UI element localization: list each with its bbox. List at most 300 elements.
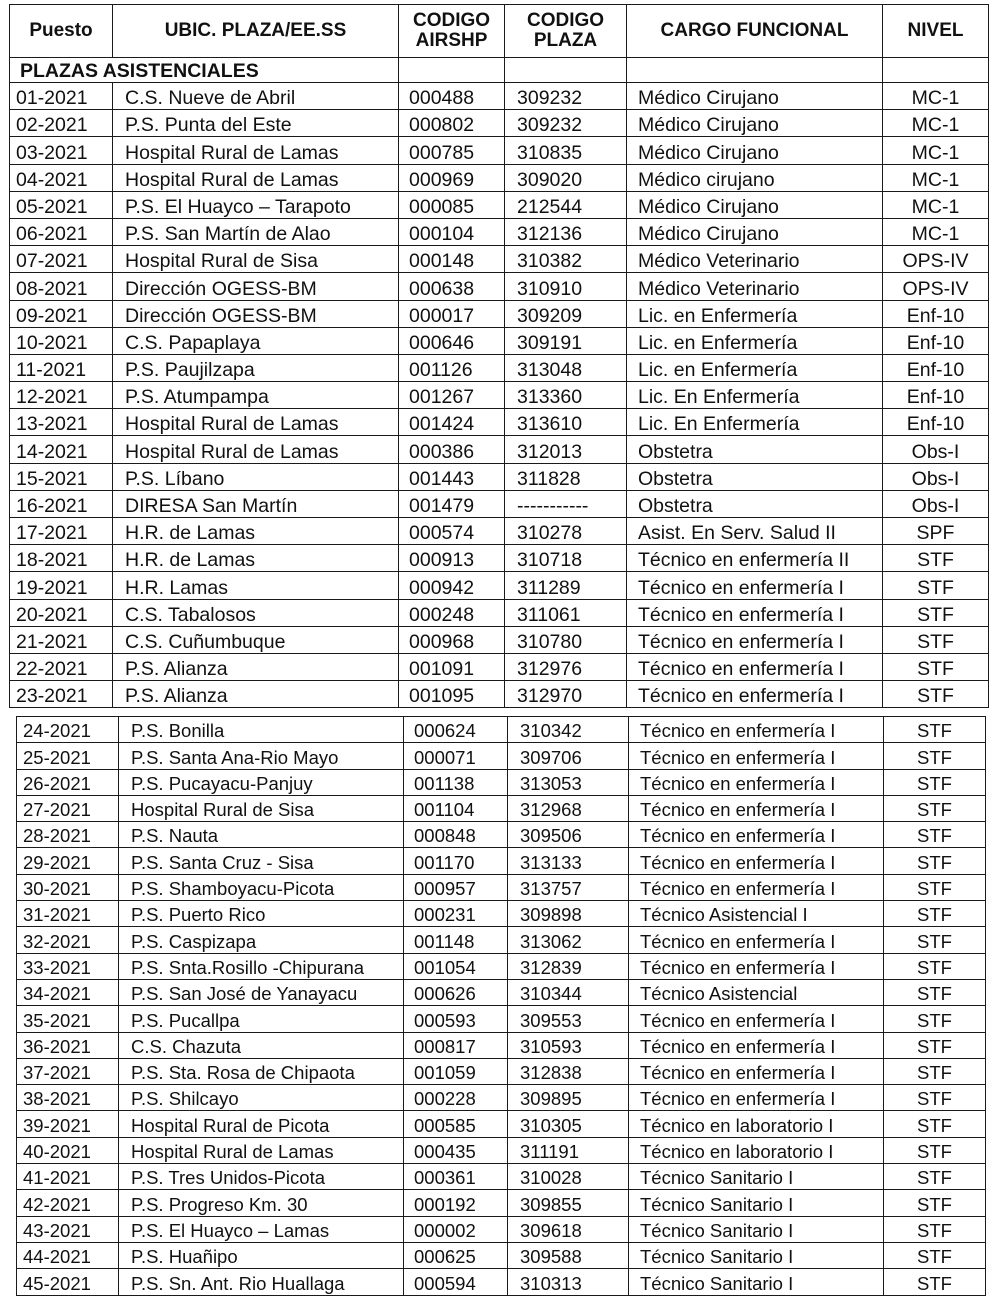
cell-codigo-plaza: 312968	[508, 795, 629, 821]
cell-ubicacion: P.S. Alianza	[113, 653, 399, 680]
cell-codigo-airshp: 000638	[399, 273, 505, 300]
cell-codigo-plaza: -----------	[505, 490, 627, 517]
cell-cargo: Médico Cirujano	[627, 191, 883, 218]
cell-ubicacion: P.S. Progreso Km. 30	[119, 1190, 404, 1216]
cell-cargo: Obstetra	[627, 463, 883, 490]
cell-puesto: 31-2021	[17, 901, 119, 927]
table-row	[17, 1085, 986, 1111]
cell-cargo: Lic. en Enfermería	[627, 300, 883, 327]
cell-puesto: 09-2021	[10, 300, 113, 327]
header-airshp-line1: CODIGO	[412, 10, 491, 31]
cell-ubicacion: P.S. Atumpampa	[113, 382, 399, 409]
cell-ubicacion: P.S. Tres Unidos-Picota	[119, 1164, 404, 1190]
cell-puesto: 06-2021	[10, 218, 113, 245]
cell-codigo-airshp: 000488	[399, 83, 505, 110]
cell-cargo: Técnico Sanitario I	[629, 1216, 884, 1242]
cell-codigo-airshp: 000968	[399, 626, 505, 653]
header-ubicacion: UBIC. PLAZA/EE.SS	[113, 5, 399, 58]
cell-codigo-airshp: 001054	[404, 953, 508, 979]
cell-ubicacion: P.S. Nauta	[119, 822, 404, 848]
cell-codigo-airshp: 000574	[399, 518, 505, 545]
cell-cargo: Técnico Sanitario I	[629, 1269, 884, 1295]
table-row	[10, 110, 989, 137]
cell-ubicacion: P.S. Pucallpa	[119, 1006, 404, 1032]
plazas-table-part2	[16, 716, 986, 1296]
cell-puesto: 43-2021	[17, 1216, 119, 1242]
cell-ubicacion: Dirección OGESS-BM	[113, 300, 399, 327]
cell-cargo: Técnico Sanitario I	[629, 1164, 884, 1190]
cell-nivel: STF	[883, 681, 989, 708]
cell-nivel: STF	[884, 1058, 986, 1084]
cell-nivel: STF	[884, 795, 986, 821]
table-row	[10, 463, 989, 490]
cell-codigo-airshp: 001095	[399, 681, 505, 708]
cell-nivel: STF	[884, 1137, 986, 1163]
cell-codigo-airshp: 000148	[399, 246, 505, 273]
cell-nivel: STF	[884, 1190, 986, 1216]
section-title: PLAZAS ASISTENCIALES	[10, 58, 399, 83]
cell-nivel: Enf-10	[883, 300, 989, 327]
cell-nivel: OPS-IV	[883, 273, 989, 300]
cell-ubicacion: P.S. Paujilzapa	[113, 354, 399, 381]
cell-cargo: Técnico en enfermería I	[629, 795, 884, 821]
cell-ubicacion: P.S. Alianza	[113, 681, 399, 708]
cell-codigo-plaza: 310593	[508, 1032, 629, 1058]
cell-puesto: 33-2021	[17, 953, 119, 979]
cell-codigo-plaza: 310305	[508, 1111, 629, 1137]
cell-ubicacion: C.S. Papaplaya	[113, 327, 399, 354]
cell-ubicacion: C.S. Chazuta	[119, 1032, 404, 1058]
plazas-table-part1	[9, 4, 989, 708]
table-row	[17, 1164, 986, 1190]
cell-codigo-airshp: 001424	[399, 409, 505, 436]
cell-puesto: 29-2021	[17, 848, 119, 874]
cell-ubicacion: P.S. San José de Yanayacu	[119, 979, 404, 1005]
table-row	[17, 901, 986, 927]
cell-codigo-airshp: 001479	[399, 490, 505, 517]
cell-ubicacion: C.S. Cuñumbuque	[113, 626, 399, 653]
cell-ubicacion: P.S. Santa Cruz - Sisa	[119, 848, 404, 874]
table-row	[10, 545, 989, 572]
cell-nivel: MC-1	[883, 164, 989, 191]
cell-codigo-plaza: 309209	[505, 300, 627, 327]
cell-ubicacion: Hospital Rural de Lamas	[113, 436, 399, 463]
cell-nivel: MC-1	[883, 83, 989, 110]
cell-ubicacion: Hospital Rural de Lamas	[113, 137, 399, 164]
cell-codigo-airshp: 000942	[399, 572, 505, 599]
table-row	[10, 354, 989, 381]
cell-codigo-plaza: 311289	[505, 572, 627, 599]
cell-nivel: MC-1	[883, 191, 989, 218]
cell-cargo: Técnico en enfermería I	[627, 599, 883, 626]
cell-codigo-airshp: 000228	[404, 1085, 508, 1111]
table-row	[10, 626, 989, 653]
cell-codigo-plaza: 310835	[505, 137, 627, 164]
cell-cargo: Técnico en enfermería I	[629, 1032, 884, 1058]
cell-cargo: Técnico en enfermería I	[629, 1085, 884, 1111]
cell-nivel: STF	[884, 717, 986, 743]
cell-puesto: 25-2021	[17, 743, 119, 769]
cell-cargo: Técnico en enfermería I	[629, 1058, 884, 1084]
cell-cargo: Técnico en laboratorio I	[629, 1137, 884, 1163]
cell-cargo: Técnico en enfermería I	[629, 822, 884, 848]
table-row	[17, 1058, 986, 1084]
cell-codigo-airshp: 001059	[404, 1058, 508, 1084]
table-row	[17, 848, 986, 874]
cell-cargo: Lic. En Enfermería	[627, 382, 883, 409]
cell-puesto: 22-2021	[10, 653, 113, 680]
cell-codigo-plaza: 313360	[505, 382, 627, 409]
cell-nivel: MC-1	[883, 110, 989, 137]
cell-puesto: 14-2021	[10, 436, 113, 463]
cell-codigo-plaza: 309618	[508, 1216, 629, 1242]
cell-ubicacion: P.S. Bonilla	[119, 717, 404, 743]
cell-puesto: 23-2021	[10, 681, 113, 708]
table-row	[17, 927, 986, 953]
table-row	[17, 795, 986, 821]
cell-codigo-airshp: 000085	[399, 191, 505, 218]
cell-cargo: Lic. En Enfermería	[627, 409, 883, 436]
cell-ubicacion: P.S. Punta del Este	[113, 110, 399, 137]
table-row	[17, 717, 986, 743]
cell-cargo: Técnico Asistencial	[629, 979, 884, 1005]
cell-codigo-airshp: 000785	[399, 137, 505, 164]
cell-cargo: Técnico Asistencial I	[629, 901, 884, 927]
cell-ubicacion: Hospital Rural de Lamas	[113, 409, 399, 436]
cell-nivel: Obs-I	[883, 463, 989, 490]
cell-cargo: Técnico en enfermería I	[629, 717, 884, 743]
cell-codigo-plaza: 310278	[505, 518, 627, 545]
table-row	[10, 327, 989, 354]
cell-codigo-plaza: 309553	[508, 1006, 629, 1032]
cell-puesto: 13-2021	[10, 409, 113, 436]
cell-cargo: Técnico en enfermería I	[627, 653, 883, 680]
cell-nivel: STF	[884, 927, 986, 953]
cell-codigo-plaza: 313048	[505, 354, 627, 381]
table-row	[10, 382, 989, 409]
cell-puesto: 28-2021	[17, 822, 119, 848]
cell-codigo-airshp: 000848	[404, 822, 508, 848]
cell-cargo: Técnico Sanitario I	[629, 1190, 884, 1216]
cell-codigo-airshp: 000817	[404, 1032, 508, 1058]
cell-nivel: STF	[884, 874, 986, 900]
table-row	[17, 1190, 986, 1216]
cell-puesto: 21-2021	[10, 626, 113, 653]
cell-nivel: STF	[884, 769, 986, 795]
cell-cargo: Técnico en enfermería I	[629, 743, 884, 769]
cell-codigo-airshp: 000957	[404, 874, 508, 900]
cell-cargo: Técnico en laboratorio I	[629, 1111, 884, 1137]
cell-ubicacion: C.S. Tabalosos	[113, 599, 399, 626]
cell-codigo-plaza: 312838	[508, 1058, 629, 1084]
cell-ubicacion: H.R. de Lamas	[113, 518, 399, 545]
cell-nivel: Enf-10	[883, 409, 989, 436]
cell-cargo: Técnico en enfermería I	[627, 681, 883, 708]
cell-puesto: 32-2021	[17, 927, 119, 953]
cell-codigo-plaza: 312976	[505, 653, 627, 680]
cell-codigo-plaza: 309020	[505, 164, 627, 191]
cell-cargo: Técnico en enfermería I	[629, 874, 884, 900]
cell-puesto: 08-2021	[10, 273, 113, 300]
cell-codigo-airshp: 000435	[404, 1137, 508, 1163]
cell-codigo-airshp: 001104	[404, 795, 508, 821]
cell-cargo: Obstetra	[627, 490, 883, 517]
cell-nivel: STF	[884, 743, 986, 769]
cell-puesto: 41-2021	[17, 1164, 119, 1190]
cell-nivel: SPF	[883, 518, 989, 545]
table-row	[17, 743, 986, 769]
cell-nivel: STF	[883, 653, 989, 680]
cell-codigo-plaza: 310382	[505, 246, 627, 273]
cell-codigo-plaza: 312013	[505, 436, 627, 463]
cell-puesto: 45-2021	[17, 1269, 119, 1295]
table-row	[10, 409, 989, 436]
cell-cargo: Médico Cirujano	[627, 137, 883, 164]
cell-nivel: STF	[883, 545, 989, 572]
cell-codigo-plaza: 313062	[508, 927, 629, 953]
cell-cargo: Técnico en enfermería I	[629, 953, 884, 979]
cell-cargo: Lic. en Enfermería	[627, 327, 883, 354]
cell-ubicacion: P.S. Shamboyacu-Picota	[119, 874, 404, 900]
table-row	[10, 436, 989, 463]
cell-cargo: Técnico en enfermería I	[627, 572, 883, 599]
cell-codigo-plaza: 311191	[508, 1137, 629, 1163]
table-row	[10, 273, 989, 300]
cell-puesto: 38-2021	[17, 1085, 119, 1111]
table-row	[10, 218, 989, 245]
cell-codigo-plaza: 310313	[508, 1269, 629, 1295]
cell-ubicacion: P.S. Puerto Rico	[119, 901, 404, 927]
cell-cargo: Médico Veterinario	[627, 273, 883, 300]
cell-codigo-airshp: 000192	[404, 1190, 508, 1216]
cell-cargo: Técnico en enfermería I	[627, 626, 883, 653]
cell-cargo: Asist. En Serv. Salud II	[627, 518, 883, 545]
table-row	[10, 572, 989, 599]
table-row	[17, 1137, 986, 1163]
cell-codigo-airshp: 000594	[404, 1269, 508, 1295]
cell-codigo-plaza: 310028	[508, 1164, 629, 1190]
cell-ubicacion: Hospital Rural de Lamas	[119, 1137, 404, 1163]
cell-nivel: MC-1	[883, 218, 989, 245]
cell-codigo-plaza: 310718	[505, 545, 627, 572]
cell-codigo-airshp: 000593	[404, 1006, 508, 1032]
cell-nivel: STF	[884, 1164, 986, 1190]
table-row	[10, 681, 989, 708]
cell-codigo-plaza: 313610	[505, 409, 627, 436]
cell-nivel: STF	[884, 1216, 986, 1242]
cell-ubicacion: Hospital Rural de Sisa	[119, 795, 404, 821]
cell-cargo: Médico Cirujano	[627, 218, 883, 245]
cell-codigo-plaza: 312136	[505, 218, 627, 245]
cell-puesto: 26-2021	[17, 769, 119, 795]
cell-ubicacion: P.S. Sn. Ant. Rio Huallaga	[119, 1269, 404, 1295]
cell-ubicacion: P.S. Pucayacu-Panjuy	[119, 769, 404, 795]
table-row	[10, 246, 989, 273]
cell-ubicacion: Dirección OGESS-BM	[113, 273, 399, 300]
cell-nivel: STF	[884, 1242, 986, 1268]
cell-codigo-plaza: 313053	[508, 769, 629, 795]
cell-puesto: 27-2021	[17, 795, 119, 821]
table-row	[17, 1242, 986, 1268]
cell-codigo-plaza: 309232	[505, 110, 627, 137]
cell-codigo-airshp: 000104	[399, 218, 505, 245]
table-row	[17, 874, 986, 900]
cell-codigo-plaza: 309898	[508, 901, 629, 927]
cell-codigo-plaza: 212544	[505, 191, 627, 218]
header-codigo-plaza	[505, 5, 627, 58]
cell-nivel: STF	[883, 599, 989, 626]
cell-codigo-plaza: 309191	[505, 327, 627, 354]
cell-ubicacion: H.R. Lamas	[113, 572, 399, 599]
cell-puesto: 19-2021	[10, 572, 113, 599]
cell-codigo-airshp: 000231	[404, 901, 508, 927]
table-row	[17, 822, 986, 848]
cell-nivel: STF	[884, 848, 986, 874]
cell-codigo-airshp: 000646	[399, 327, 505, 354]
cell-nivel: STF	[884, 979, 986, 1005]
cell-cargo: Técnico en enfermería I	[629, 927, 884, 953]
cell-puesto: 12-2021	[10, 382, 113, 409]
cell-codigo-airshp: 000017	[399, 300, 505, 327]
cell-nivel: Obs-I	[883, 436, 989, 463]
cell-codigo-airshp: 000913	[399, 545, 505, 572]
cell-codigo-plaza: 311061	[505, 599, 627, 626]
cell-cargo: Lic. en Enfermería	[627, 354, 883, 381]
cell-puesto: 20-2021	[10, 599, 113, 626]
cell-puesto: 39-2021	[17, 1111, 119, 1137]
cell-codigo-plaza: 310910	[505, 273, 627, 300]
cell-puesto: 34-2021	[17, 979, 119, 1005]
cell-codigo-airshp: 000248	[399, 599, 505, 626]
cell-codigo-airshp: 000361	[404, 1164, 508, 1190]
cell-codigo-plaza: 310342	[508, 717, 629, 743]
cell-ubicacion: Hospital Rural de Lamas	[113, 164, 399, 191]
cell-codigo-airshp: 000626	[404, 979, 508, 1005]
section-row	[10, 58, 989, 83]
cell-puesto: 02-2021	[10, 110, 113, 137]
cell-ubicacion: P.S. Snta.Rosillo -Chipurana	[119, 953, 404, 979]
cell-ubicacion: P.S. El Huayco – Tarapoto	[113, 191, 399, 218]
cell-nivel: MC-1	[883, 137, 989, 164]
cell-codigo-plaza: 309232	[505, 83, 627, 110]
cell-codigo-airshp: 000969	[399, 164, 505, 191]
cell-codigo-airshp: 001138	[404, 769, 508, 795]
cell-nivel: STF	[884, 1032, 986, 1058]
cell-codigo-plaza: 309706	[508, 743, 629, 769]
cell-codigo-plaza: 313133	[508, 848, 629, 874]
cell-puesto: 30-2021	[17, 874, 119, 900]
cell-nivel: OPS-IV	[883, 246, 989, 273]
cell-nivel: STF	[884, 901, 986, 927]
cell-puesto: 10-2021	[10, 327, 113, 354]
cell-codigo-airshp: 001148	[404, 927, 508, 953]
cell-ubicacion: H.R. de Lamas	[113, 545, 399, 572]
cell-nivel: STF	[883, 572, 989, 599]
cell-codigo-airshp: 001443	[399, 463, 505, 490]
cell-codigo-airshp: 000002	[404, 1216, 508, 1242]
cell-nivel: Enf-10	[883, 382, 989, 409]
table-row	[10, 490, 989, 517]
cell-nivel: STF	[883, 626, 989, 653]
table-row	[10, 137, 989, 164]
table-row	[10, 300, 989, 327]
table-row	[10, 83, 989, 110]
cell-nivel: STF	[884, 953, 986, 979]
cell-codigo-plaza: 309855	[508, 1190, 629, 1216]
table-row	[17, 1032, 986, 1058]
header-airshp-line2: AIRSHP	[415, 30, 488, 51]
cell-nivel: Enf-10	[883, 354, 989, 381]
cell-codigo-plaza: 309506	[508, 822, 629, 848]
cell-nivel: Enf-10	[883, 327, 989, 354]
cell-ubicacion: P.S. Caspizapa	[119, 927, 404, 953]
cell-codigo-plaza: 313757	[508, 874, 629, 900]
cell-puesto: 01-2021	[10, 83, 113, 110]
cell-puesto: 37-2021	[17, 1058, 119, 1084]
cell-puesto: 16-2021	[10, 490, 113, 517]
cell-codigo-airshp: 001091	[399, 653, 505, 680]
cell-puesto: 07-2021	[10, 246, 113, 273]
cell-puesto: 42-2021	[17, 1190, 119, 1216]
cell-codigo-airshp: 000386	[399, 436, 505, 463]
cell-nivel: Obs-I	[883, 490, 989, 517]
cell-codigo-airshp: 001267	[399, 382, 505, 409]
cell-puesto: 44-2021	[17, 1242, 119, 1268]
cell-puesto: 03-2021	[10, 137, 113, 164]
header-nivel: NIVEL	[883, 5, 989, 58]
header-plaza-line1: CODIGO	[526, 10, 605, 31]
cell-cargo: Técnico en enfermería I	[629, 1006, 884, 1032]
cell-cargo: Técnico Sanitario I	[629, 1242, 884, 1268]
table-row	[17, 979, 986, 1005]
cell-cargo: Médico Veterinario	[627, 246, 883, 273]
cell-codigo-plaza: 310344	[508, 979, 629, 1005]
cell-nivel: STF	[884, 1111, 986, 1137]
cell-cargo: Técnico en enfermería I	[629, 769, 884, 795]
cell-codigo-airshp: 000071	[404, 743, 508, 769]
table-row	[17, 1269, 986, 1295]
cell-nivel: STF	[884, 822, 986, 848]
cell-codigo-airshp: 001170	[404, 848, 508, 874]
cell-ubicacion: Hospital Rural de Sisa	[113, 246, 399, 273]
header-cargo-funcional: CARGO FUNCIONAL	[627, 5, 883, 58]
cell-cargo: Obstetra	[627, 436, 883, 463]
cell-codigo-plaza: 310780	[505, 626, 627, 653]
cell-cargo: Técnico en enfermería II	[627, 545, 883, 572]
cell-codigo-plaza: 309895	[508, 1085, 629, 1111]
header-codigo-airshp	[399, 5, 505, 58]
cell-ubicacion: P.S. Sta. Rosa de Chipaota	[119, 1058, 404, 1084]
cell-ubicacion: P.S. Líbano	[113, 463, 399, 490]
table-row	[10, 164, 989, 191]
cell-cargo: Médico Cirujano	[627, 83, 883, 110]
cell-cargo: Médico Cirujano	[627, 110, 883, 137]
cell-puesto: 04-2021	[10, 164, 113, 191]
table-row	[10, 518, 989, 545]
cell-codigo-plaza: 312970	[505, 681, 627, 708]
table-row	[10, 599, 989, 626]
table-row	[17, 1216, 986, 1242]
cell-codigo-plaza: 309588	[508, 1242, 629, 1268]
cell-codigo-airshp: 000585	[404, 1111, 508, 1137]
cell-codigo-airshp: 001126	[399, 354, 505, 381]
cell-codigo-airshp: 000625	[404, 1242, 508, 1268]
cell-codigo-airshp: 000802	[399, 110, 505, 137]
cell-nivel: STF	[884, 1269, 986, 1295]
cell-codigo-airshp: 000624	[404, 717, 508, 743]
cell-ubicacion: Hospital Rural de Picota	[119, 1111, 404, 1137]
cell-puesto: 05-2021	[10, 191, 113, 218]
